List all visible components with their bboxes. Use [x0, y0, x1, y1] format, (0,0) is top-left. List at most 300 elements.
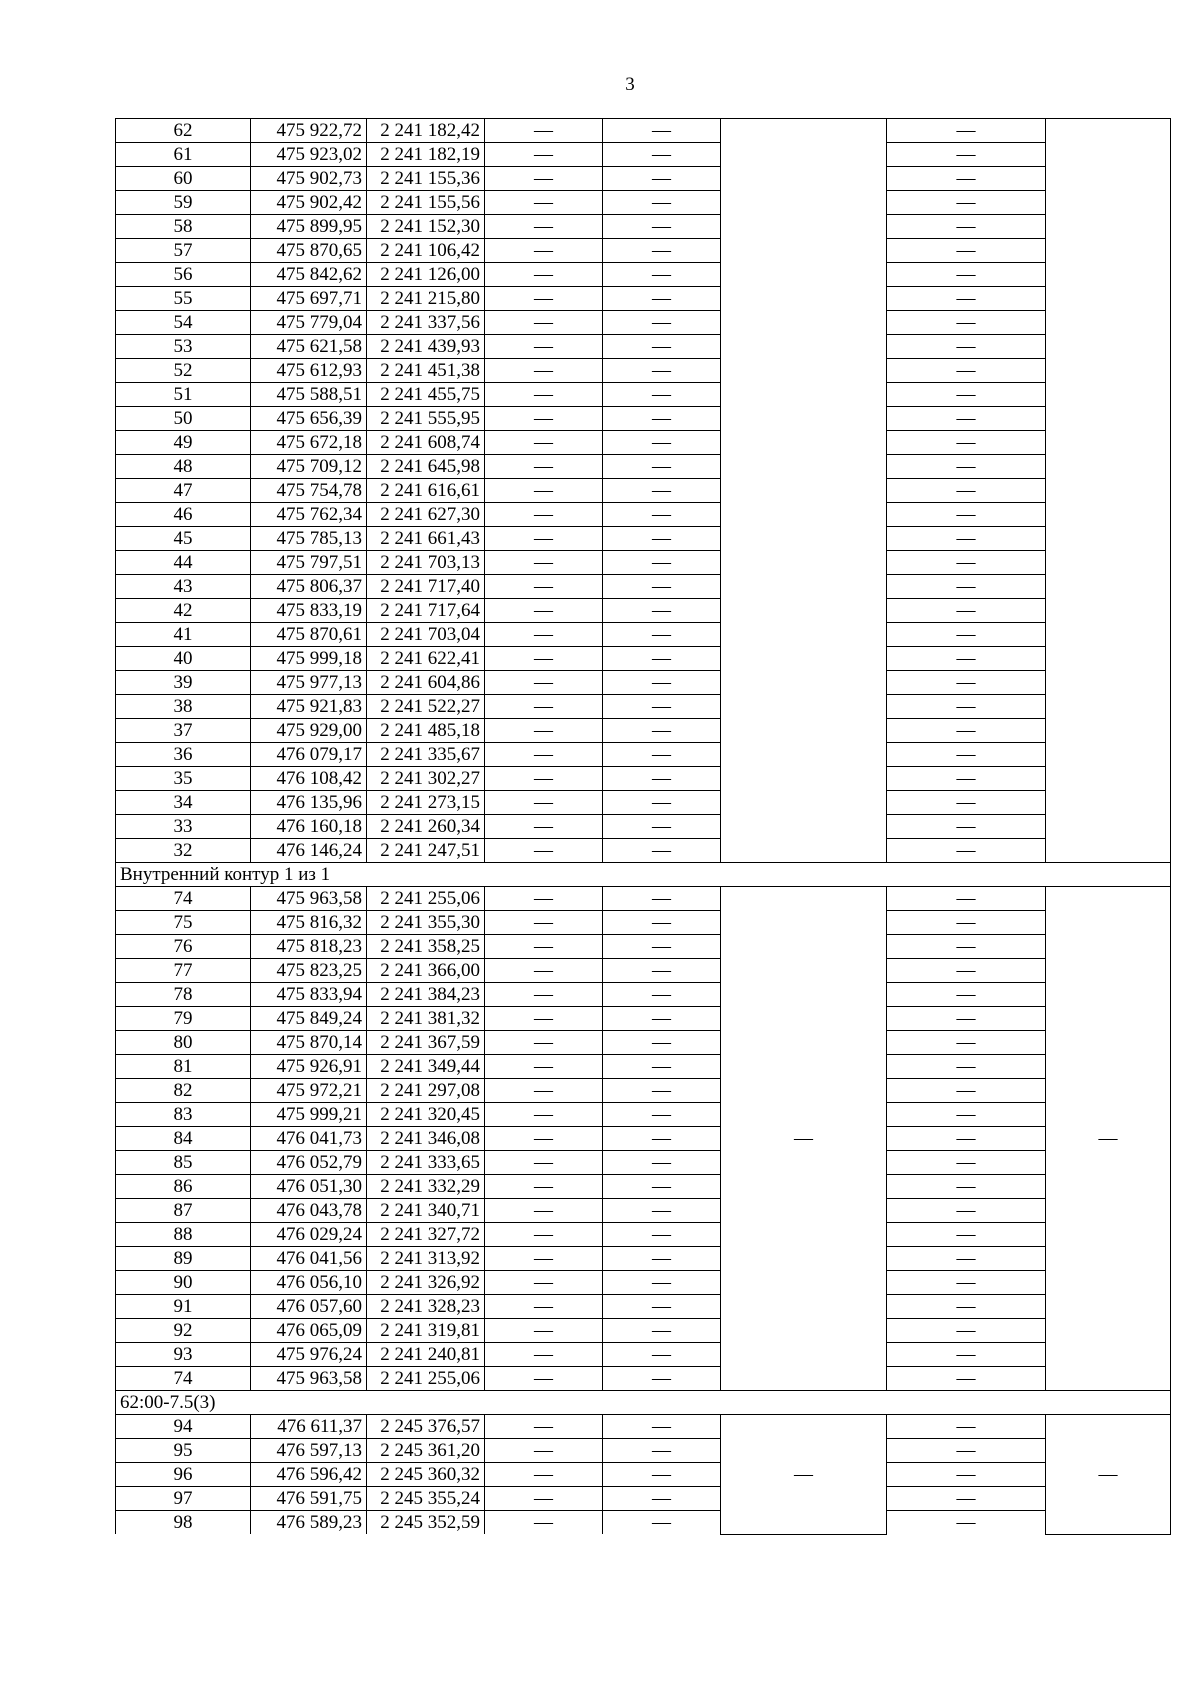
x-coordinate-cell: 475 823,25 — [251, 959, 367, 983]
table-row — [116, 935, 1171, 959]
dash-cell: — — [485, 1247, 603, 1271]
table-row — [116, 695, 1171, 719]
point-number-cell: 41 — [116, 623, 251, 647]
x-coordinate-cell: 475 816,32 — [251, 911, 367, 935]
dash-cell: — — [603, 335, 721, 359]
dash-cell: — — [485, 503, 603, 527]
y-coordinate-cell: 2 241 717,40 — [367, 575, 485, 599]
y-coordinate-cell: 2 241 451,38 — [367, 359, 485, 383]
table-row — [116, 431, 1171, 455]
point-number-cell: 58 — [116, 215, 251, 239]
y-coordinate-cell: 2 241 247,51 — [367, 839, 485, 863]
dash-cell: — — [887, 119, 1046, 143]
y-coordinate-cell: 2 241 319,81 — [367, 1319, 485, 1343]
dash-cell: — — [887, 1055, 1046, 1079]
dash-cell: — — [887, 1223, 1046, 1247]
dash-cell: — — [485, 575, 603, 599]
point-number-cell: 50 — [116, 407, 251, 431]
dash-cell: — — [485, 1367, 603, 1391]
table-row — [116, 455, 1171, 479]
y-coordinate-cell: 2 245 360,32 — [367, 1463, 485, 1487]
x-coordinate-cell: 476 057,60 — [251, 1295, 367, 1319]
point-number-cell: 75 — [116, 911, 251, 935]
dash-cell: — — [887, 767, 1046, 791]
y-coordinate-cell: 2 245 355,24 — [367, 1487, 485, 1511]
y-coordinate-cell: 2 241 255,06 — [367, 1367, 485, 1391]
y-coordinate-cell: 2 241 106,42 — [367, 239, 485, 263]
table-row — [116, 959, 1171, 983]
y-coordinate-cell: 2 241 335,67 — [367, 743, 485, 767]
x-coordinate-cell: 475 797,51 — [251, 551, 367, 575]
point-number-cell: 48 — [116, 455, 251, 479]
x-coordinate-cell: 475 656,39 — [251, 407, 367, 431]
table-row — [116, 887, 1171, 911]
dash-cell: — — [485, 1439, 603, 1463]
point-number-cell: 95 — [116, 1439, 251, 1463]
point-number-cell: 86 — [116, 1175, 251, 1199]
point-number-cell: 44 — [116, 551, 251, 575]
dash-cell: — — [603, 1271, 721, 1295]
dash-cell: — — [887, 983, 1046, 1007]
table-row — [116, 503, 1171, 527]
dash-cell: — — [887, 335, 1046, 359]
table-row — [116, 1271, 1171, 1295]
y-coordinate-cell: 2 241 326,92 — [367, 1271, 485, 1295]
y-coordinate-cell: 2 241 340,71 — [367, 1199, 485, 1223]
x-coordinate-cell: 475 902,42 — [251, 191, 367, 215]
point-number-cell: 52 — [116, 359, 251, 383]
x-coordinate-cell: 476 079,17 — [251, 743, 367, 767]
dash-cell: — — [485, 239, 603, 263]
dash-cell: — — [603, 623, 721, 647]
dash-cell: — — [887, 167, 1046, 191]
dash-cell: — — [485, 167, 603, 191]
table-row — [116, 551, 1171, 575]
dash-cell: — — [887, 263, 1046, 287]
x-coordinate-cell: 475 976,24 — [251, 1343, 367, 1367]
table-row — [116, 743, 1171, 767]
dash-cell: — — [887, 551, 1046, 575]
table-row — [116, 575, 1171, 599]
dash-cell: — — [887, 1031, 1046, 1055]
table-row — [116, 1415, 1171, 1439]
y-coordinate-cell: 2 241 313,92 — [367, 1247, 485, 1271]
dash-cell: — — [603, 215, 721, 239]
dash-cell: — — [485, 1295, 603, 1319]
point-number-cell: 82 — [116, 1079, 251, 1103]
dash-cell: — — [887, 191, 1046, 215]
table-row — [116, 1151, 1171, 1175]
dash-cell: — — [887, 1151, 1046, 1175]
point-number-cell: 36 — [116, 743, 251, 767]
dash-cell: — — [485, 479, 603, 503]
dash-cell: — — [887, 1439, 1046, 1463]
dash-cell: — — [603, 1511, 721, 1535]
dash-cell: — — [887, 671, 1046, 695]
point-number-cell: 47 — [116, 479, 251, 503]
table-row — [116, 359, 1171, 383]
y-coordinate-cell: 2 241 622,41 — [367, 647, 485, 671]
coordinates-table-body — [116, 119, 1171, 1535]
point-number-cell: 62 — [116, 119, 251, 143]
y-coordinate-cell: 2 241 366,00 — [367, 959, 485, 983]
dash-cell: — — [887, 815, 1046, 839]
y-coordinate-cell: 2 241 126,00 — [367, 263, 485, 287]
y-coordinate-cell: 2 241 255,06 — [367, 887, 485, 911]
x-coordinate-cell: 475 612,93 — [251, 359, 367, 383]
point-number-cell: 60 — [116, 167, 251, 191]
y-coordinate-cell: 2 241 616,61 — [367, 479, 485, 503]
dash-cell: — — [887, 839, 1046, 863]
dash-cell: — — [485, 191, 603, 215]
point-number-cell: 78 — [116, 983, 251, 1007]
dash-cell: — — [887, 887, 1046, 911]
table-row — [116, 1175, 1171, 1199]
dash-cell: — — [485, 1127, 603, 1151]
table-row — [116, 1127, 1171, 1151]
dash-cell: — — [887, 791, 1046, 815]
dash-cell: — — [485, 287, 603, 311]
y-coordinate-cell: 2 241 627,30 — [367, 503, 485, 527]
point-number-cell: 56 — [116, 263, 251, 287]
dash-cell: — — [887, 1079, 1046, 1103]
dash-cell: — — [485, 815, 603, 839]
y-coordinate-cell: 2 241 302,27 — [367, 767, 485, 791]
dash-cell: — — [485, 911, 603, 935]
table-row — [116, 215, 1171, 239]
table-row — [116, 767, 1171, 791]
point-number-cell: 57 — [116, 239, 251, 263]
dash-cell: — — [603, 671, 721, 695]
dash-cell: — — [603, 407, 721, 431]
x-coordinate-cell: 476 591,75 — [251, 1487, 367, 1511]
dash-cell: — — [887, 1487, 1046, 1511]
table-row — [116, 311, 1171, 335]
point-number-cell: 61 — [116, 143, 251, 167]
point-number-cell: 34 — [116, 791, 251, 815]
table-row — [116, 983, 1171, 1007]
contour-label: Внутренний контур 1 из 1 — [116, 863, 1171, 887]
dash-cell: — — [603, 1079, 721, 1103]
merged-cell: — — [721, 887, 887, 1391]
dash-cell: — — [603, 575, 721, 599]
dash-cell: — — [887, 1367, 1046, 1391]
dash-cell: — — [887, 1271, 1046, 1295]
x-coordinate-cell: 475 963,58 — [251, 1367, 367, 1391]
point-number-cell: 79 — [116, 1007, 251, 1031]
table-row — [116, 839, 1171, 863]
point-number-cell: 91 — [116, 1295, 251, 1319]
dash-cell: — — [603, 839, 721, 863]
dash-cell: — — [603, 287, 721, 311]
x-coordinate-cell: 476 051,30 — [251, 1175, 367, 1199]
table-row — [116, 1367, 1171, 1391]
y-coordinate-cell: 2 241 355,30 — [367, 911, 485, 935]
dash-cell: — — [603, 503, 721, 527]
table-row — [116, 479, 1171, 503]
point-number-cell: 98 — [116, 1511, 251, 1535]
x-coordinate-cell: 475 818,23 — [251, 935, 367, 959]
dash-cell: — — [603, 383, 721, 407]
point-number-cell: 32 — [116, 839, 251, 863]
y-coordinate-cell: 2 241 367,59 — [367, 1031, 485, 1055]
dash-cell: — — [887, 1199, 1046, 1223]
dash-cell: — — [887, 1463, 1046, 1487]
merged-cell: — — [1046, 1415, 1171, 1535]
dash-cell: — — [887, 455, 1046, 479]
point-number-cell: 39 — [116, 671, 251, 695]
dash-cell: — — [887, 935, 1046, 959]
point-number-cell: 96 — [116, 1463, 251, 1487]
dash-cell: — — [485, 743, 603, 767]
y-coordinate-cell: 2 241 260,34 — [367, 815, 485, 839]
table-row — [116, 599, 1171, 623]
x-coordinate-cell: 475 785,13 — [251, 527, 367, 551]
point-number-cell: 85 — [116, 1151, 251, 1175]
dash-cell: — — [485, 1103, 603, 1127]
point-number-cell: 97 — [116, 1487, 251, 1511]
x-coordinate-cell: 475 754,78 — [251, 479, 367, 503]
dash-cell: — — [887, 695, 1046, 719]
dash-cell: — — [485, 959, 603, 983]
merged-cell: — — [1046, 887, 1171, 1391]
point-number-cell: 45 — [116, 527, 251, 551]
table-row — [116, 335, 1171, 359]
table-row — [116, 1055, 1171, 1079]
dash-cell: — — [887, 959, 1046, 983]
dash-cell: — — [887, 743, 1046, 767]
y-coordinate-cell: 2 241 645,98 — [367, 455, 485, 479]
y-coordinate-cell: 2 241 717,64 — [367, 599, 485, 623]
y-coordinate-cell: 2 241 337,56 — [367, 311, 485, 335]
x-coordinate-cell: 475 977,13 — [251, 671, 367, 695]
dash-cell: — — [603, 767, 721, 791]
y-coordinate-cell: 2 241 703,13 — [367, 551, 485, 575]
table-row — [116, 119, 1171, 143]
point-number-cell: 90 — [116, 1271, 251, 1295]
x-coordinate-cell: 475 999,18 — [251, 647, 367, 671]
section-row — [116, 863, 1171, 887]
dash-cell: — — [887, 215, 1046, 239]
y-coordinate-cell: 2 241 381,32 — [367, 1007, 485, 1031]
x-coordinate-cell: 476 029,24 — [251, 1223, 367, 1247]
dash-cell: — — [603, 1367, 721, 1391]
dash-cell: — — [603, 527, 721, 551]
dash-cell: — — [603, 191, 721, 215]
point-number-cell: 76 — [116, 935, 251, 959]
dash-cell: — — [485, 1151, 603, 1175]
dash-cell: — — [603, 1487, 721, 1511]
table-row — [116, 143, 1171, 167]
dash-cell: — — [485, 983, 603, 1007]
table-row — [116, 239, 1171, 263]
point-number-cell: 94 — [116, 1415, 251, 1439]
dash-cell: — — [485, 1343, 603, 1367]
dash-cell: — — [485, 695, 603, 719]
dash-cell: — — [887, 1343, 1046, 1367]
point-number-cell: 55 — [116, 287, 251, 311]
point-number-cell: 81 — [116, 1055, 251, 1079]
dash-cell: — — [485, 527, 603, 551]
dash-cell: — — [887, 1247, 1046, 1271]
x-coordinate-cell: 475 899,95 — [251, 215, 367, 239]
dash-cell: — — [485, 335, 603, 359]
dash-cell: — — [603, 791, 721, 815]
x-coordinate-cell: 476 596,42 — [251, 1463, 367, 1487]
dash-cell: — — [887, 479, 1046, 503]
dash-cell: — — [603, 1175, 721, 1199]
dash-cell: — — [603, 1463, 721, 1487]
x-coordinate-cell: 475 842,62 — [251, 263, 367, 287]
table-row — [116, 1223, 1171, 1247]
x-coordinate-cell: 476 611,37 — [251, 1415, 367, 1439]
merged-cell: — — [721, 1415, 887, 1535]
dash-cell: — — [887, 527, 1046, 551]
x-coordinate-cell: 475 870,65 — [251, 239, 367, 263]
table-row — [116, 1487, 1171, 1511]
x-coordinate-cell: 475 902,73 — [251, 167, 367, 191]
dash-cell: — — [603, 479, 721, 503]
dash-cell: — — [485, 671, 603, 695]
y-coordinate-cell: 2 241 182,42 — [367, 119, 485, 143]
x-coordinate-cell: 476 052,79 — [251, 1151, 367, 1175]
dash-cell: — — [603, 1055, 721, 1079]
dash-cell: — — [887, 1007, 1046, 1031]
dash-cell: — — [485, 143, 603, 167]
dash-cell: — — [603, 311, 721, 335]
dash-cell: — — [603, 983, 721, 1007]
dash-cell: — — [485, 599, 603, 623]
x-coordinate-cell: 475 779,04 — [251, 311, 367, 335]
point-number-cell: 83 — [116, 1103, 251, 1127]
dash-cell: — — [603, 143, 721, 167]
point-number-cell: 38 — [116, 695, 251, 719]
y-coordinate-cell: 2 241 155,36 — [367, 167, 485, 191]
x-coordinate-cell: 476 041,56 — [251, 1247, 367, 1271]
table-row — [116, 1247, 1171, 1271]
dash-cell: — — [603, 1151, 721, 1175]
x-coordinate-cell: 475 672,18 — [251, 431, 367, 455]
point-number-cell: 74 — [116, 887, 251, 911]
x-coordinate-cell: 475 926,91 — [251, 1055, 367, 1079]
x-coordinate-cell: 475 806,37 — [251, 575, 367, 599]
y-coordinate-cell: 2 241 273,15 — [367, 791, 485, 815]
dash-cell: — — [485, 623, 603, 647]
dash-cell: — — [603, 1127, 721, 1151]
dash-cell: — — [485, 119, 603, 143]
point-number-cell: 93 — [116, 1343, 251, 1367]
dash-cell: — — [887, 239, 1046, 263]
dash-cell: — — [603, 167, 721, 191]
y-coordinate-cell: 2 245 361,20 — [367, 1439, 485, 1463]
dash-cell: — — [485, 215, 603, 239]
dash-cell: — — [485, 1415, 603, 1439]
dash-cell: — — [887, 599, 1046, 623]
x-coordinate-cell: 475 621,58 — [251, 335, 367, 359]
dash-cell: — — [603, 887, 721, 911]
x-coordinate-cell: 476 597,13 — [251, 1439, 367, 1463]
table-row — [116, 911, 1171, 935]
dash-cell: — — [603, 1007, 721, 1031]
dash-cell: — — [887, 623, 1046, 647]
table-row — [116, 815, 1171, 839]
table-row — [116, 1319, 1171, 1343]
point-number-cell: 42 — [116, 599, 251, 623]
x-coordinate-cell: 476 065,09 — [251, 1319, 367, 1343]
point-number-cell: 43 — [116, 575, 251, 599]
dash-cell: — — [887, 311, 1046, 335]
table-row — [116, 1007, 1171, 1031]
table-row — [116, 407, 1171, 431]
y-coordinate-cell: 2 241 327,72 — [367, 1223, 485, 1247]
table-row — [116, 527, 1171, 551]
y-coordinate-cell: 2 241 152,30 — [367, 215, 485, 239]
dash-cell: — — [887, 1103, 1046, 1127]
dash-cell: — — [485, 647, 603, 671]
x-coordinate-cell: 475 972,21 — [251, 1079, 367, 1103]
dash-cell: — — [887, 287, 1046, 311]
dash-cell: — — [485, 431, 603, 455]
dash-cell: — — [485, 1175, 603, 1199]
dash-cell: — — [485, 1055, 603, 1079]
table-row — [116, 1031, 1171, 1055]
table-row — [116, 1079, 1171, 1103]
x-coordinate-cell: 475 929,00 — [251, 719, 367, 743]
point-number-cell: 37 — [116, 719, 251, 743]
dash-cell: — — [603, 911, 721, 935]
dash-cell: — — [603, 119, 721, 143]
dash-cell: — — [603, 719, 721, 743]
x-coordinate-cell: 475 999,21 — [251, 1103, 367, 1127]
point-number-cell: 74 — [116, 1367, 251, 1391]
table-row — [116, 167, 1171, 191]
y-coordinate-cell: 2 241 332,29 — [367, 1175, 485, 1199]
dash-cell: — — [603, 359, 721, 383]
y-coordinate-cell: 2 245 376,57 — [367, 1415, 485, 1439]
dash-cell: — — [887, 719, 1046, 743]
dash-cell: — — [485, 1223, 603, 1247]
x-coordinate-cell: 475 833,19 — [251, 599, 367, 623]
y-coordinate-cell: 2 241 215,80 — [367, 287, 485, 311]
point-number-cell: 92 — [116, 1319, 251, 1343]
dash-cell: — — [887, 575, 1046, 599]
dash-cell: — — [887, 503, 1046, 527]
table-row — [116, 287, 1171, 311]
dash-cell: — — [603, 1415, 721, 1439]
y-coordinate-cell: 2 241 328,23 — [367, 1295, 485, 1319]
x-coordinate-cell: 476 043,78 — [251, 1199, 367, 1223]
x-coordinate-cell: 475 762,34 — [251, 503, 367, 527]
y-coordinate-cell: 2 241 333,65 — [367, 1151, 485, 1175]
point-number-cell: 33 — [116, 815, 251, 839]
x-coordinate-cell: 476 056,10 — [251, 1271, 367, 1295]
point-number-cell: 54 — [116, 311, 251, 335]
dash-cell: — — [603, 743, 721, 767]
dash-cell: — — [485, 1007, 603, 1031]
dash-cell: — — [485, 1079, 603, 1103]
dash-cell: — — [887, 1175, 1046, 1199]
dash-cell: — — [887, 143, 1046, 167]
table-row — [116, 791, 1171, 815]
point-number-cell: 35 — [116, 767, 251, 791]
dash-cell: — — [485, 767, 603, 791]
dash-cell: — — [887, 407, 1046, 431]
dash-cell: — — [603, 647, 721, 671]
dash-cell: — — [603, 959, 721, 983]
x-coordinate-cell: 475 849,24 — [251, 1007, 367, 1031]
dash-cell: — — [485, 263, 603, 287]
table-row — [116, 1295, 1171, 1319]
